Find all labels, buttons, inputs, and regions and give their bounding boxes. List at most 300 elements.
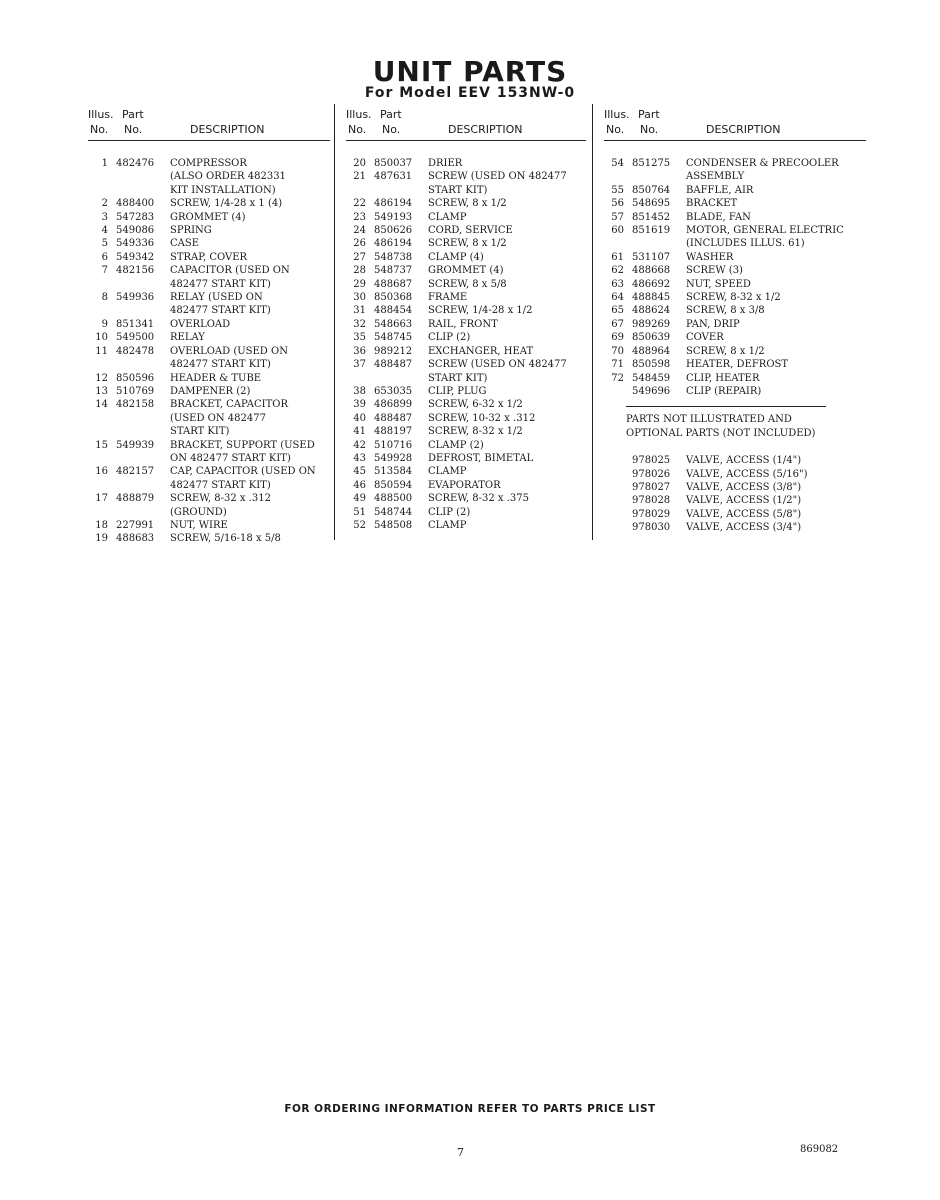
illus-number: 6: [101, 251, 108, 263]
part-description: RAIL, FRONT: [428, 318, 498, 330]
part-description: BLADE, FAN: [686, 211, 751, 223]
footer-note: FOR ORDERING INFORMATION REFER TO PARTS PRICE LIST: [284, 1103, 656, 1115]
illus-number: 4: [101, 225, 108, 237]
table-row: [88, 264, 330, 277]
parts-list: [88, 157, 330, 546]
part-number: 488487: [374, 359, 413, 371]
part-description: BRACKET: [686, 198, 738, 210]
part-description: DRIER: [428, 158, 463, 169]
table-row: [604, 251, 866, 264]
part-number: 482476: [116, 158, 155, 169]
part-number: [366, 184, 428, 197]
table-row: [346, 331, 586, 344]
part-number: 482157: [116, 466, 155, 478]
part-description: FRAME: [428, 292, 468, 304]
part-number: 510716: [374, 439, 413, 451]
part-description: (GROUND): [170, 506, 227, 518]
table-row: [88, 506, 330, 519]
header-illus: Illus.: [604, 108, 630, 121]
part-description: NUT, SPEED: [686, 278, 751, 290]
table-row: [604, 197, 866, 210]
part-number: 488197: [374, 426, 413, 438]
part-number: 486899: [374, 399, 413, 411]
illus-number: 64: [611, 292, 624, 304]
table-row: [346, 264, 586, 277]
illus-number: 39: [353, 399, 366, 411]
part-description: CLIP (2): [428, 332, 471, 344]
part-description: START KIT): [170, 426, 230, 438]
table-row: [88, 197, 330, 210]
part-description: (INCLUDES ILLUS. 61): [686, 238, 805, 250]
page-title: UNIT PARTS: [372, 55, 568, 88]
table-row: [604, 345, 866, 358]
part-number: 978027: [632, 481, 671, 493]
part-number: 850764: [632, 184, 671, 196]
part-number: 513584: [374, 466, 413, 478]
table-row: [346, 358, 586, 371]
illus-number: [88, 170, 108, 183]
illus-number: 55: [611, 184, 624, 196]
part-number: [108, 304, 170, 317]
part-description: CAPACITOR (USED ON: [170, 265, 290, 277]
illus-number: 11: [95, 345, 108, 357]
table-row: [604, 508, 866, 521]
illus-number: [88, 184, 108, 197]
part-description: PAN, DRIP: [686, 318, 740, 330]
table-row: [346, 278, 586, 291]
illus-number: 24: [353, 225, 366, 237]
part-number: 549939: [116, 439, 155, 451]
table-row: [88, 425, 330, 438]
table-row: [604, 481, 866, 494]
table-row: [346, 184, 586, 197]
parts-list: [346, 157, 586, 532]
table-row: [604, 291, 866, 304]
illus-number: 22: [353, 198, 366, 210]
illus-number: 3: [101, 211, 108, 223]
part-number: 851619: [632, 225, 671, 237]
part-number: [108, 412, 170, 425]
table-row: [346, 197, 586, 210]
part-description: CASE: [170, 238, 200, 250]
illus-number: 2: [101, 198, 108, 210]
illus-number: 67: [611, 318, 624, 330]
section-divider: [626, 406, 826, 407]
table-row: [346, 479, 586, 492]
illus-number: 9: [101, 318, 108, 330]
illus-number: 12: [95, 372, 108, 384]
part-description: CLIP (REPAIR): [686, 385, 762, 397]
table-row: [88, 492, 330, 505]
illus-number: 19: [95, 533, 108, 545]
part-number: 549936: [116, 292, 155, 304]
table-row: [88, 278, 330, 291]
table-row: [88, 157, 330, 170]
part-description: VALVE, ACCESS (3/4"): [686, 522, 802, 534]
part-description: 482477 START KIT): [170, 479, 271, 491]
part-description: CONDENSER & PRECOOLER: [686, 158, 839, 169]
part-description: SCREW, 10-32 x .312: [428, 412, 536, 424]
part-number: 549086: [116, 225, 155, 237]
part-number: 549928: [374, 452, 413, 464]
part-description: SCREW, 1/4-28 x 1/2: [428, 305, 533, 317]
illus-number: [88, 358, 108, 371]
table-row: [346, 412, 586, 425]
part-description: HEADER & TUBE: [170, 372, 262, 384]
part-number: 486194: [374, 198, 413, 210]
part-description: SCREW (USED ON 482477: [428, 359, 567, 371]
part-description: COVER: [686, 332, 724, 344]
part-description: CORD, SERVICE: [428, 225, 513, 237]
table-row: [346, 211, 586, 224]
part-number: 482156: [116, 265, 155, 277]
part-description: CLAMP: [428, 211, 467, 223]
part-description: SCREW, 8 x 1/2: [428, 198, 507, 210]
illus-number: [604, 494, 624, 507]
parts-column-2: [346, 106, 586, 532]
part-number: 549342: [116, 251, 155, 263]
table-row: [346, 304, 586, 317]
illus-number: 52: [353, 519, 366, 531]
part-description: SCREW, 5/16-18 x 5/8: [170, 533, 281, 545]
table-row: [604, 278, 866, 291]
illus-number: [346, 184, 366, 197]
part-number: 851341: [116, 318, 155, 330]
table-row: [604, 304, 866, 317]
part-number: 488964: [632, 345, 671, 357]
table-row: [604, 211, 866, 224]
part-description: OVERLOAD: [170, 318, 231, 330]
header-illus: Illus.: [346, 108, 372, 121]
illus-number: 26: [353, 238, 366, 250]
table-row: [346, 224, 586, 237]
part-description: ON 482477 START KIT): [170, 452, 291, 464]
part-description: 482477 START KIT): [170, 305, 271, 317]
part-description: SCREW, 6-32 x 1/2: [428, 399, 523, 411]
part-number: 549193: [374, 211, 413, 223]
illus-number: 61: [611, 251, 624, 263]
part-description: GROMMET (4): [170, 211, 246, 223]
illus-number: 31: [353, 305, 366, 317]
table-row: [88, 211, 330, 224]
illus-number: 42: [353, 439, 366, 451]
part-description: SCREW, 8 x 1/2: [428, 238, 507, 250]
part-number: 989212: [374, 345, 413, 357]
illus-number: 41: [353, 426, 366, 438]
part-description: STRAP, COVER: [170, 251, 248, 263]
part-description: DAMPENER (2): [170, 385, 251, 397]
part-number: 488400: [116, 198, 155, 210]
illus-number: [604, 237, 624, 250]
part-number: 488687: [374, 278, 413, 290]
header-no: No.: [606, 123, 625, 136]
part-description: VALVE, ACCESS (5/16"): [686, 468, 808, 480]
part-number: 488487: [374, 412, 413, 424]
part-description: SCREW (3): [686, 265, 743, 277]
table-row: [604, 170, 866, 183]
part-number: 549336: [116, 238, 155, 250]
table-row: [604, 454, 866, 467]
header-part: Part: [122, 108, 144, 121]
table-row: [88, 224, 330, 237]
illus-number: 10: [95, 332, 108, 344]
table-row: [88, 385, 330, 398]
table-row: [88, 532, 330, 545]
part-number: 850626: [374, 225, 413, 237]
table-row: [88, 291, 330, 304]
part-description: MOTOR, GENERAL ELECTRIC: [686, 225, 844, 237]
part-number: 510769: [116, 385, 155, 397]
illus-number: 49: [353, 493, 366, 505]
part-number: 488845: [632, 292, 671, 304]
illus-number: 70: [611, 345, 624, 357]
table-row: [88, 237, 330, 250]
illus-number: [604, 454, 624, 467]
table-row: [88, 412, 330, 425]
column-divider: [334, 104, 335, 540]
table-row: [346, 398, 586, 411]
illus-number: [88, 479, 108, 492]
illus-number: 63: [611, 278, 624, 290]
illus-number: 13: [95, 385, 108, 397]
table-row: [604, 224, 866, 237]
table-row: [604, 358, 866, 371]
part-description: SCREW, 8-32 x 1/2: [428, 426, 523, 438]
part-number: [108, 170, 170, 183]
part-number: 488454: [374, 305, 413, 317]
illus-number: 37: [353, 359, 366, 371]
header-illus: Illus.: [88, 108, 114, 121]
part-number: 548738: [374, 251, 413, 263]
optional-parts-list: [604, 454, 866, 534]
illus-number: 7: [101, 265, 108, 277]
illus-number: 32: [353, 318, 366, 330]
part-description: SCREW, 8-32 x .375: [428, 493, 529, 505]
part-number: 850598: [632, 359, 671, 371]
header-no: No.: [90, 123, 109, 136]
table-row: [604, 468, 866, 481]
part-description: CLAMP: [428, 519, 467, 531]
illus-number: 46: [353, 479, 366, 491]
table-row: [604, 372, 866, 385]
part-number: 653035: [374, 385, 413, 397]
table-row: [346, 157, 586, 170]
column-divider: [592, 104, 593, 540]
illus-number: [88, 452, 108, 465]
part-description: VALVE, ACCESS (5/8"): [686, 508, 802, 520]
part-number: 851452: [632, 211, 671, 223]
part-description: BRACKET, SUPPORT (USED: [170, 439, 315, 451]
part-number: 989269: [632, 318, 671, 330]
illus-number: [88, 412, 108, 425]
illus-number: [88, 278, 108, 291]
table-row: [88, 251, 330, 264]
illus-number: 65: [611, 305, 624, 317]
part-description: SCREW, 8 x 5/8: [428, 278, 507, 290]
part-number: 548744: [374, 506, 413, 518]
illus-number: 43: [353, 452, 366, 464]
parts-list: [604, 157, 866, 398]
part-number: 488683: [116, 533, 155, 545]
table-row: [346, 439, 586, 452]
table-row: [346, 506, 586, 519]
part-description: SCREW, 1/4-28 x 1 (4): [170, 198, 283, 210]
illus-number: 21: [353, 171, 366, 183]
part-number: 548508: [374, 519, 413, 531]
table-row: [346, 425, 586, 438]
column-header: [346, 106, 586, 141]
illus-number: [88, 304, 108, 317]
illus-number: 45: [353, 466, 366, 478]
part-number: 548737: [374, 265, 413, 277]
table-row: [604, 521, 866, 534]
part-number: 482478: [116, 345, 155, 357]
illus-number: 20: [353, 158, 366, 169]
part-number: 547283: [116, 211, 155, 223]
table-row: [88, 170, 330, 183]
table-row: [604, 237, 866, 250]
illus-number: 29: [353, 278, 366, 290]
illus-number: 16: [95, 466, 108, 478]
illus-number: 40: [353, 412, 366, 424]
column-header: [604, 106, 866, 141]
illus-number: 27: [353, 251, 366, 263]
header-no: No.: [640, 123, 659, 136]
part-number: 978029: [632, 508, 671, 520]
page-number: 7: [457, 1146, 464, 1159]
part-description: VALVE, ACCESS (1/4"): [686, 455, 802, 467]
part-number: 978026: [632, 468, 671, 480]
part-number: 850596: [116, 372, 155, 384]
part-description: OVERLOAD (USED ON: [170, 345, 288, 357]
part-number: 488879: [116, 493, 155, 505]
illus-number: [604, 481, 624, 494]
table-row: [346, 345, 586, 358]
illus-number: 60: [611, 225, 624, 237]
table-row: [88, 479, 330, 492]
table-row: [346, 237, 586, 250]
part-number: [366, 372, 428, 385]
part-number: [108, 278, 170, 291]
part-description: EVAPORATOR: [428, 479, 501, 491]
table-row: [88, 318, 330, 331]
table-row: [604, 264, 866, 277]
part-number: 850594: [374, 479, 413, 491]
parts-column-3: [604, 106, 866, 535]
table-row: [604, 331, 866, 344]
part-description: VALVE, ACCESS (1/2"): [686, 495, 802, 507]
part-description: ASSEMBLY: [686, 171, 745, 183]
header-description: DESCRIPTION: [190, 123, 265, 136]
table-row: [346, 372, 586, 385]
table-row: [604, 184, 866, 197]
part-description: (USED ON 482477: [170, 412, 266, 424]
table-row: [88, 358, 330, 371]
not-illustrated-heading: PARTS NOT ILLUSTRATED AND: [626, 414, 792, 426]
part-description: CLIP, HEATER: [686, 372, 760, 384]
part-number: 488668: [632, 265, 671, 277]
part-description: CLAMP (2): [428, 439, 484, 451]
table-row: [346, 385, 586, 398]
header-part: Part: [380, 108, 402, 121]
part-description: HEATER, DEFROST: [686, 359, 789, 371]
illus-number: [604, 508, 624, 521]
part-number: [108, 358, 170, 371]
illus-number: 5: [101, 238, 108, 250]
illus-number: 51: [353, 506, 366, 518]
table-row: [88, 345, 330, 358]
part-number: 978028: [632, 495, 671, 507]
part-description: SCREW, 8-32 x .312: [170, 493, 271, 505]
part-number: 978030: [632, 522, 671, 534]
table-row: [346, 318, 586, 331]
illus-number: 8: [101, 292, 108, 304]
part-description: START KIT): [428, 184, 488, 196]
table-row: [346, 452, 586, 465]
part-number: 549500: [116, 332, 155, 344]
part-description: DEFROST, BIMETAL: [428, 452, 534, 464]
part-description: 482477 START KIT): [170, 359, 271, 371]
table-row: [604, 385, 866, 398]
part-description: CAP, CAPACITOR (USED ON: [170, 466, 316, 478]
illus-number: 71: [611, 359, 624, 371]
part-description: KIT INSTALLATION): [170, 184, 276, 196]
header-no: No.: [124, 123, 143, 136]
table-row: [346, 291, 586, 304]
illus-number: 72: [611, 372, 624, 384]
part-description: GROMMET (4): [428, 265, 504, 277]
illus-number: 14: [95, 399, 108, 411]
document-number: 869082: [800, 1144, 839, 1155]
part-number: [624, 170, 686, 183]
illus-number: 1: [101, 158, 108, 169]
illus-number: 54: [611, 158, 624, 169]
part-number: 548459: [632, 372, 671, 384]
illus-number: [604, 468, 624, 481]
part-number: [108, 425, 170, 438]
part-number: 488500: [374, 493, 413, 505]
header-description: DESCRIPTION: [706, 123, 781, 136]
not-illustrated-heading: OPTIONAL PARTS (NOT INCLUDED): [626, 427, 816, 439]
parts-column-1: [88, 106, 330, 546]
illus-number: 69: [611, 332, 624, 344]
part-description: RELAY (USED ON: [170, 292, 263, 304]
illus-number: 23: [353, 211, 366, 223]
table-row: [88, 439, 330, 452]
table-row: [346, 251, 586, 264]
part-number: 486692: [632, 278, 671, 290]
table-row: [346, 465, 586, 478]
part-description: CLIP (2): [428, 506, 471, 518]
table-row: [604, 157, 866, 170]
part-number: 531107: [632, 251, 671, 263]
part-number: 850037: [374, 158, 413, 169]
illus-number: 28: [353, 265, 366, 277]
part-description: EXCHANGER, HEAT: [428, 345, 534, 357]
illus-number: 57: [611, 211, 624, 223]
part-description: 482477 START KIT): [170, 278, 271, 290]
part-number: [108, 479, 170, 492]
part-description: BRACKET, CAPACITOR: [170, 399, 288, 411]
table-row: [88, 398, 330, 411]
illus-number: 35: [353, 332, 366, 344]
table-row: [88, 184, 330, 197]
part-description: START KIT): [428, 372, 488, 384]
part-description: CLIP, PLUG: [428, 385, 487, 397]
part-number: 850639: [632, 332, 671, 344]
part-number: [624, 237, 686, 250]
table-row: [604, 318, 866, 331]
